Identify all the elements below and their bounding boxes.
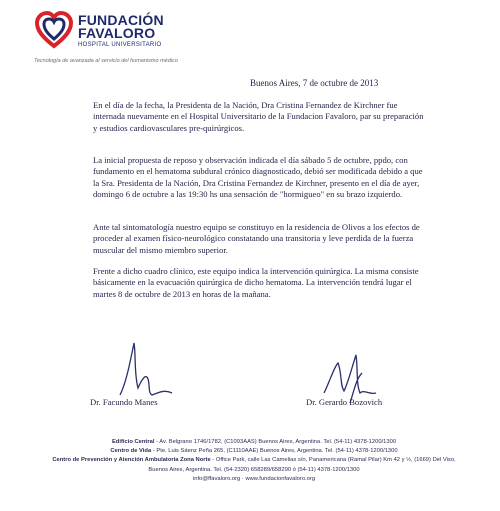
footer-addresses — [44, 438, 464, 484]
footer-text: - Av. Belgrano 1746/1782, (C1093AAS) Buenos Aires, Argentina. Tel. (54-11) 4378-1200/1300 — [154, 439, 397, 445]
letter-date: Buenos Aires, 7 de octubre de 2013 — [250, 78, 379, 88]
paragraph-4: Frente a dicho cuadro clínico, este equipo indica la intervención quirúrgica. La misma consiste básicamente en la evacuación quirúrgica de dicho hematoma. La intervención tendrá lugar el martes 8 de octubre de 2013 en horas de la mañana. — [93, 266, 419, 299]
footer-label: Centro de Prevención y Atención Ambulatoria Zona Norte — [52, 457, 211, 464]
signatory-name-right: Dr. Gerardo Bozovich — [306, 397, 383, 407]
tagline: Tecnología de avanzada al servicio del humanismo médico — [34, 58, 178, 64]
footer-line — [44, 456, 464, 474]
paragraph-1: En el día de la fecha, la Presidenta de la Nación, Dra Cristina Fernandez de Kirchner fue internada nuevamente en el Hospital Universitario de la Fundacion Favaloro, par su preparación y estudios cardiovasculares pre-quirúrgicos. — [93, 100, 424, 133]
org-name-line1: FUNDACIÓN — [78, 12, 164, 28]
footer-line — [44, 447, 464, 456]
org-name — [78, 14, 164, 40]
heart-logo-icon — [34, 10, 74, 50]
signatory-name-left: Dr. Facundo Manes — [90, 397, 158, 407]
footer-line — [44, 438, 464, 447]
footer-contact — [44, 475, 464, 484]
org-subtitle: HOSPITAL UNIVERSITARIO — [78, 42, 162, 48]
footer-text: info@ffavaloro.org · www.fundacionfavaloro.org — [192, 475, 316, 482]
footer-text: - Office Park, calle Las Camelias s/n, Panamericana (Ramal Pilar) Km 42 y ½, (1669) Del Viso, Buenos Aires, Argentina. Tel. (54-2320) 658289/658290 ó (54-11) 4378-1200/1300 — [148, 457, 456, 473]
org-name-line2: FAVALORO — [78, 25, 156, 41]
paragraph-3: Ante tal sintomatología nuestro equipo se constituyo en la residencia de Olivos a los efectos de proceder al examen físico-neurológico constatando una transitoria y leve perdida de la fuerza muscular del mismo miembro superior. — [93, 222, 420, 255]
paragraph-2: La inicial propuesta de reposo y observación indicada el día sábado 5 de octubre, ppdo, con fundamento en el hematoma subdural crónico diagnosticado, debió ser modificada debido a que la Sra. Presidenta de la Nación, Dra Cristina Fernandez de Kirchner, presento en el día de ayer, domingo 6 de octubre a las 19:30 hs una sensación de "hormigueo" en su brazo izquierdo. — [93, 155, 423, 199]
footer-text: - Pte. Luis Sáenz Peña 265, (C1110AAE) Buenos Aires, Argentina. Tel. (54-11) 4378-1200/1300 — [151, 448, 398, 455]
footer-label: Edificio Central — [111, 439, 155, 445]
footer-label: Centro de Vida — [110, 448, 152, 455]
foundation-logo — [34, 10, 174, 60]
